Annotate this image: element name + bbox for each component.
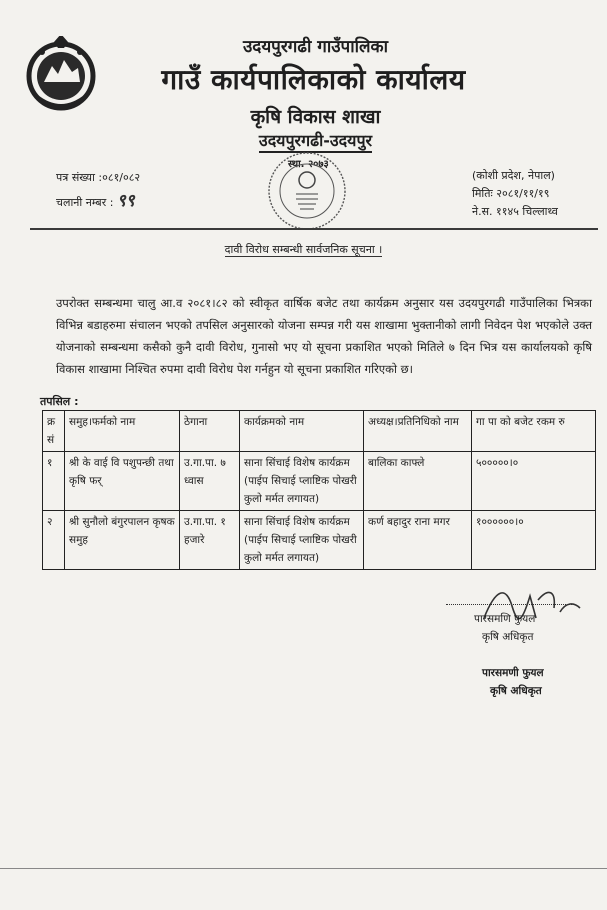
- cell-place: उ.गा.पा. ७ ध्वास: [180, 452, 240, 511]
- header-place: ठेगाना: [180, 411, 240, 452]
- province-label: (कोशी प्रदेश, नेपाल): [472, 169, 555, 182]
- header-budget: गा पा को बजेट रकम रु: [472, 411, 596, 452]
- notice-title: [0, 242, 607, 257]
- municipality-name: उदयपुरगढी गाउँपालिका: [242, 37, 388, 57]
- signatory-title: कृषि अधिकृत: [482, 631, 534, 643]
- header-group: समुह।फर्मको नाम: [65, 411, 180, 452]
- table-header-row: [43, 411, 596, 452]
- cell-program: साना सिंचाई विशेष कार्यक्रम (पाईप सिचाई प्लाष्टिक पोखरी कुलो मर्मत लगायत): [240, 452, 364, 511]
- notice-body: उपरोक्त सम्बन्धमा चालु आ.व २०८१।८२ को स्वीकृत वार्षिक बजेट तथा कार्यक्रम अनुसार यस उदयपुरगढी गाउँपालिका भित्रका विभिन्न बडाहरुमा संचालन भएको तपसिल अनुसारको योजना सम्पन्न गरी यस शाखामा भुक्तानीको लागी निवेदन पेश भएकोले उक्त योजनाको सम्बन्धमा कसैको कुनै दावी विरोध, गुनासो भए यो सूचना प्रकाशित भएको मितिले ७ दिन भित्र यस कार्यालयको कृषि विकास शाखामा निश्चित रुपमा दावी विरोध पेश गर्नहुन यो सूचना प्रकाशित गरिएको छ।: [56, 296, 592, 376]
- stamp-name: पारसमणी फुयल: [482, 667, 544, 679]
- notice-title-text: दावी विरोध सम्बन्धी सार्वजनिक सूचना ।: [224, 243, 383, 256]
- date-value: २०८१/११/१९: [496, 187, 550, 200]
- section-name: कृषि विकास शाखा: [250, 106, 381, 128]
- established-year: स्था. २०७३: [288, 159, 329, 170]
- details-table: [42, 410, 596, 570]
- header-sn: क्र सं: [43, 411, 65, 452]
- office-address: [12, 129, 607, 151]
- details-label: तपसिल :: [40, 395, 79, 408]
- cell-group: श्री सुनौलो बंगुरपालन कृषक समुह: [65, 511, 180, 570]
- table-row: [43, 511, 596, 570]
- cell-sn: २: [43, 511, 65, 570]
- cell-program: साना सिंचाई विशेष कार्यक्रम (पाईप सिचाई प्लाष्टिक पोखरी कुलो मर्मत लगायत): [240, 511, 364, 570]
- page-edge-line: [0, 868, 607, 869]
- dispatch-number-label: चलानी नम्बर :: [56, 196, 114, 209]
- cell-chair: कर्ण बहादुर राना मगर: [364, 511, 472, 570]
- cell-place: उ.गा.पा. १ हजारे: [180, 511, 240, 570]
- date-label: मितिः: [472, 187, 493, 200]
- dispatch-number-row: [56, 188, 135, 211]
- header-divider: [30, 228, 598, 230]
- header-program: कार्यक्रमको नाम: [240, 411, 364, 452]
- cell-sn: १: [43, 452, 65, 511]
- nepal-sambat-date: ने.स. ११४५ चिल्लाथ्व: [472, 205, 558, 218]
- office-stamp-icon: [266, 150, 348, 232]
- cell-chair: बालिका काफ्ले: [364, 452, 472, 511]
- office-address-text: उदयपुरगढी-उदयपुर: [259, 131, 372, 153]
- table-row: [43, 452, 596, 511]
- cell-group: श्री के वाई वि पशुपन्छी तथा कृषि फर्: [65, 452, 180, 511]
- office-name: गाउँ कार्यपालिकाको कार्यालय: [161, 63, 466, 96]
- letter-number-value: ०८१/०८२: [102, 171, 141, 184]
- cell-budget: १००००००।०: [472, 511, 596, 570]
- signatory-name: पारसमणि फुयल: [474, 613, 536, 625]
- header-chair: अध्यक्ष।प्रतिनिधिको नाम: [364, 411, 472, 452]
- cell-budget: ५०००००।०: [472, 452, 596, 511]
- letter-number-row: [56, 170, 140, 185]
- letter-number-label: पत्र संख्या :: [56, 171, 103, 184]
- date-row: [472, 186, 549, 201]
- dispatch-number-value: ९९: [116, 191, 135, 211]
- stamp-title: कृषि अधिकृत: [490, 685, 542, 697]
- signature-line: [446, 604, 574, 605]
